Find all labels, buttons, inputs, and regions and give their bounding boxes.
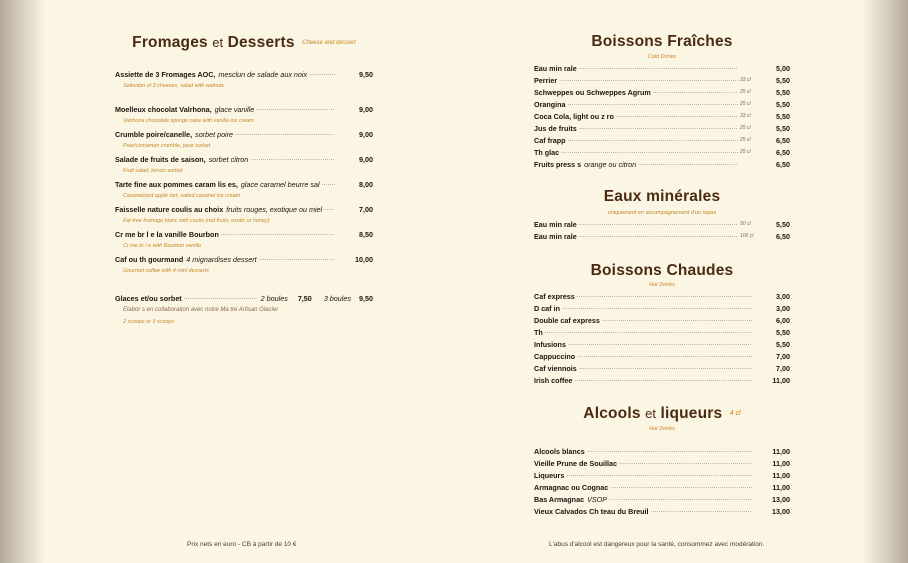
item-price: 9,00 [359,130,373,139]
item-volume: 25 cl [740,89,751,95]
leader-dots [653,87,738,98]
item-name: Orangina [534,100,566,109]
hot-drinks-heading: Boissons Chaudes [590,262,734,279]
item-name: Infusions [534,340,566,349]
item-name: Vieux Calvados Ch teau du Breuil [534,507,649,516]
hot-drink-item [534,339,790,350]
item-price: 9,00 [359,155,373,164]
leader-dots [568,339,752,350]
item-name: Alcools blancs [534,447,585,456]
item-price: 5,50 [776,340,790,349]
item-price: 13,00 [772,495,790,504]
cold-drink-item [534,99,790,110]
item-description: glace caramel beurre sal [240,180,320,189]
item-name: Crumble poire/canelle, [115,130,193,139]
dessert-item [115,154,373,165]
cold-drink-item [534,159,790,170]
cold-drink-item [534,87,790,98]
item-name: D caf in [534,304,560,313]
leader-dots [610,482,752,493]
leader-dots [609,494,752,505]
item-name: Th glac [534,148,560,157]
item-name: Irish coffee [534,376,573,385]
item-name: Perrier [534,76,558,85]
dessert-item [115,129,373,140]
cold-drinks-heading: Boissons Fraîches [591,33,733,50]
item-price: 7,00 [776,364,790,373]
item-price: 7,50 [297,294,312,303]
cold-drink-item [534,135,790,146]
leader-dots [616,111,738,122]
item-description: VSOP [587,495,608,504]
item-price: 5,00 [776,64,790,73]
leader-dots [324,204,335,215]
spirit-item [534,482,790,493]
item-price: 5,50 [776,124,790,133]
item-price: 11,00 [772,483,790,492]
item-name: Caf express [534,292,575,301]
item-name: Caf viennois [534,364,577,373]
spirit-item [534,458,790,469]
hot-drinks-subtitle: Hot Drinks [649,282,675,288]
item-name: Cappuccino [534,352,576,361]
item-price: 11,00 [772,447,790,456]
dessert-item [115,104,373,115]
item-price: 5,50 [776,328,790,337]
hot-drink-item [534,303,790,314]
leader-dots [579,63,738,74]
leader-dots [568,99,738,110]
leader-dots [322,179,335,190]
cold-drinks-subtitle: Cold Drinks [647,54,677,60]
item-name: Coca Cola, light ou z ro [534,112,614,121]
dessert-item [115,204,373,215]
item-english: Fruit salad, lemon sorbet [123,168,183,174]
leader-dots [545,327,752,338]
item-price: 13,00 [772,507,790,516]
item-name: Salade de fruits de saison, [115,155,206,164]
item-price: 11,00 [772,471,790,480]
item-price: 3,00 [776,292,790,301]
hot-drink-item [534,363,790,374]
hot-drink-item [534,351,790,362]
item-price: 8,00 [359,180,373,189]
hot-drink-item [534,291,790,302]
item-price: 5,50 [776,100,790,109]
leader-dots [602,315,752,326]
hot-drink-item [534,315,790,326]
item-volume [740,159,754,170]
item-price: 5,50 [776,220,790,229]
leader-dots [577,291,752,302]
leader-dots [562,303,752,314]
item-english: Pear/cinnamon crumble, pear sorbet [123,143,211,149]
item-volume: 25 cl [740,125,751,131]
item-english: Cr me br l e with Bourbon vanilla [123,243,201,249]
leader-dots [651,506,753,517]
leader-dots [579,231,738,242]
item-volume: 33 cl [740,77,751,83]
leader-dots [559,75,738,86]
item-name: Schweppes ou Schweppes Agrum [534,88,651,97]
item-description: mesclun de salade aux noix [218,70,308,79]
leader-dots [587,446,752,457]
item-name: Liqueurs [534,471,565,480]
item-volume: 25 cl [740,137,751,143]
item-price: 7,00 [776,352,790,361]
item-description: sorbet citron [208,155,249,164]
scoop-note: 3 boules [323,294,351,303]
item-description: 4 mignardises dessert [186,255,257,264]
cold-drink-item [534,75,790,86]
item-price: 3,00 [776,304,790,313]
leader-dots [619,458,752,469]
item-price: 6,00 [776,316,790,325]
leader-dots [574,375,752,386]
item-volume: 33 cl [740,113,751,119]
leader-dots [579,219,738,230]
item-name: Vieille Prune de Souillac [534,459,617,468]
item-name: Caf ou th gourmand [115,255,184,264]
price-footer: Prix nets en euro - CB à partir de 10 € [187,541,297,548]
item-description: fruits rouges, exotique ou miel [226,205,323,214]
mineral-water-item [534,219,790,230]
dessert-item [115,69,373,80]
item-name: Faisselle nature coulis au choix [115,205,224,214]
item-english: Elabor s en collaboration avec notre Ma tre Artisan Glacier [123,307,279,313]
item-name: Th [534,328,543,337]
leader-dots [184,293,257,304]
scoop-note: 2 boules [260,294,288,303]
item-price: 9,50 [359,294,373,303]
ice-cream-item [115,293,373,304]
leader-dots [566,470,752,481]
item-name: Eau min rale [534,64,577,73]
item-price: 6,50 [776,232,790,241]
item-price: 6,50 [776,160,790,169]
desserts-heading: Fromages et Desserts Cheese and dessert [132,34,356,51]
item-english: Selection of 3 cheeses, salad with walnuts [123,83,224,89]
item-price: 6,50 [776,136,790,145]
item-name: Eau min rale [534,232,577,241]
item-price: 7,00 [359,205,373,214]
item-volume: 100 cl [740,233,754,239]
hot-drink-item [534,375,790,386]
left-linen-border [0,0,46,563]
item-price: 11,00 [772,459,790,468]
leader-dots [579,363,752,374]
item-description: glace vanille [214,105,255,114]
item-name: Armagnac ou Cognac [534,483,609,492]
cold-drink-item [534,123,790,134]
leader-dots [250,154,335,165]
dessert-item [115,179,373,190]
leader-dots [638,159,738,170]
item-name: Tarte fine aux pommes caram lis es, [115,180,238,189]
leader-dots [579,123,738,134]
right-linen-border [862,0,908,563]
spirit-item [534,494,790,505]
item-price: 6,50 [776,148,790,157]
item-price: 10,00 [355,255,373,264]
item-name: Jus de fruits [534,124,577,133]
dessert-item [115,229,373,240]
item-name: Moelleux chocolat Valrhona, [115,105,212,114]
item-english: Gourmet coffee with 4 mini desserts [123,268,209,274]
item-description: sorbet poire [195,130,234,139]
mineral-water-subtitle: uniquement en accompagnement d'un repas [607,210,717,216]
item-name: Eau min rale [534,220,577,229]
dessert-item [115,254,373,265]
cold-drink-item [534,147,790,158]
item-description: orange ou citron [584,160,637,169]
item-name: Assiette de 3 Fromages AOC, [115,70,216,79]
leader-dots [235,129,335,140]
item-english: Fat-free fromage blanc with coulis (red fruits, exotic or honey) [123,218,270,224]
item-english: Caramelized apple tart, salted caramel ice cream [123,193,241,199]
leader-dots [577,351,752,362]
hot-drink-item [534,327,790,338]
leader-dots [568,135,738,146]
item-name: Double caf express [534,316,600,325]
cold-drink-item [534,63,790,74]
mineral-water-item [534,231,790,242]
item-price: 11,00 [772,376,790,385]
item-price: 5,50 [776,88,790,97]
item-name: Cr me br l e la vanille Bourbon [115,230,219,239]
spirits-heading: Alcools et liqueurs 4 cl [583,405,741,422]
item-english: Valrhona chocolate sponge cake with vanilla ice cream [123,118,254,124]
item-name: Glaces et/ou sorbet [115,294,182,303]
item-name: Caf frapp [534,136,566,145]
spirits-subtitle: Hot Drinks [649,426,675,432]
leader-dots [309,69,335,80]
item-english: 2 scoops or 3 scoops [123,319,174,325]
item-price: 8,50 [359,230,373,239]
item-price: 5,50 [776,112,790,121]
item-price: 9,00 [359,105,373,114]
spirit-item [534,446,790,457]
leader-dots [221,229,335,240]
item-volume: 25 cl [740,149,751,155]
item-price: 5,50 [776,76,790,85]
spirit-item [534,506,790,517]
item-volume [740,63,754,74]
item-name: Fruits press s [534,160,582,169]
cold-drink-item [534,111,790,122]
alcohol-warning-footer: L'abus d'alcool est dangereux pour la santé, consommez avec modération. [549,541,765,548]
leader-dots [256,104,335,115]
item-price: 9,50 [359,70,373,79]
leader-dots [561,147,738,158]
spirit-item [534,470,790,481]
leader-dots [259,254,335,265]
item-volume: 50 cl [740,221,751,227]
mineral-water-heading: Eaux minérales [603,188,721,205]
item-volume: 25 cl [740,101,751,107]
item-name: Bas Armagnac [534,495,585,504]
